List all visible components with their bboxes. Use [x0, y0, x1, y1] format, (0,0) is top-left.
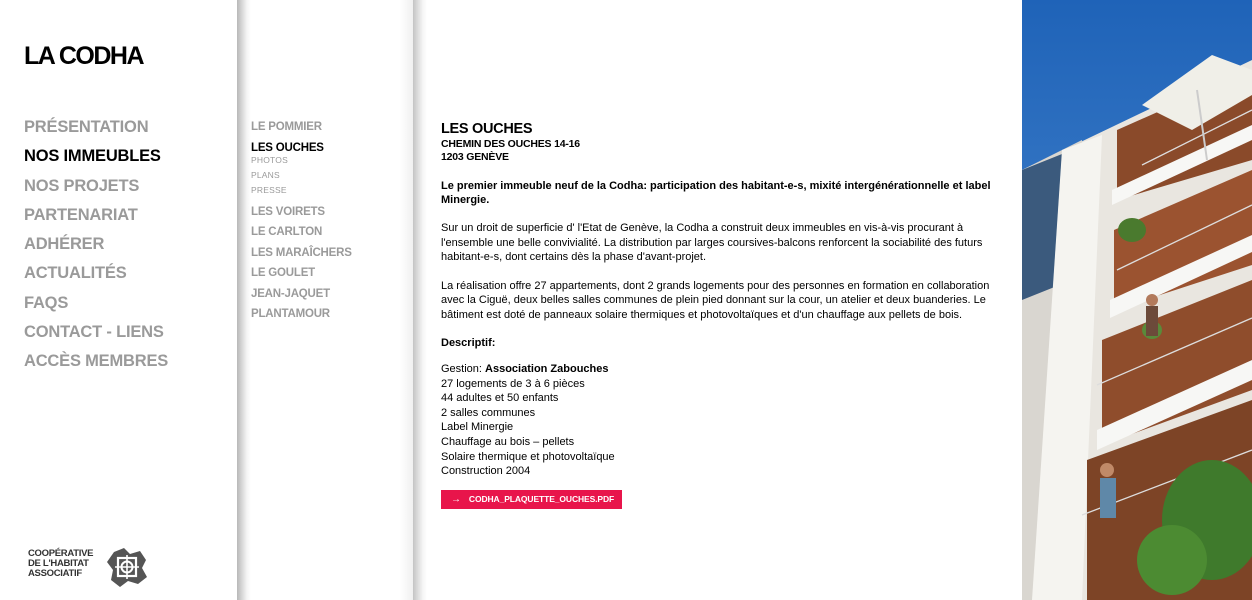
main-nav-partenariat[interactable]: PARTENARIAT — [24, 205, 138, 224]
building-photo-image — [1022, 0, 1252, 600]
building-nav-plantamour[interactable]: PLANTAMOUR — [251, 308, 330, 320]
gestion-line — [441, 362, 996, 377]
list-item: Label Minergie — [441, 421, 514, 434]
list-item: 2 salles communes — [441, 406, 536, 419]
main-nav-nos-projets[interactable]: NOS PROJETS — [24, 176, 140, 195]
building-subnav-plans[interactable]: PLANS — [251, 169, 280, 180]
column-shadow — [400, 0, 413, 600]
description-paragraph: Sur un droit de superficie d' l'Etat de Genève, la Codha a construit deux immeubles en vis-à-vis procurant à l'ensemble une belle convivialité. La distribution par larges coursives-balcons renforcent la sociabilité des futurs habitant-e-s, dont certains dès la phase d'avant-projet. — [441, 222, 983, 263]
main-nav — [24, 117, 168, 381]
pdf-download-label: CODHA_PLAQUETTE_OUCHES.PDF — [468, 494, 615, 505]
building-nav-les-maraichers[interactable]: LES MARAÎCHERS — [251, 246, 352, 259]
list-item: 27 logements de 3 à 6 pièces — [441, 377, 585, 390]
building-nav-column — [251, 0, 401, 600]
main-nav-actualites[interactable]: ACTUALITÉS — [24, 264, 127, 283]
main-nav-adherer[interactable]: ADHÉRER — [24, 235, 105, 254]
descriptif-list — [441, 362, 996, 479]
gestion-label: Gestion: — [441, 363, 486, 375]
main-nav-contact-liens[interactable]: CONTACT - LIENS — [24, 323, 164, 342]
building-nav-le-pommier[interactable]: LE POMMIER — [251, 121, 322, 133]
building-subnav-photos[interactable]: PHOTOS — [251, 154, 288, 165]
left-column — [0, 0, 237, 600]
cooperative-emblem-icon — [106, 546, 148, 588]
list-item: Solaire thermique et photovoltaïque — [441, 450, 615, 463]
pdf-download-button[interactable] — [441, 490, 622, 509]
building-nav-jean-jaquet[interactable]: JEAN-JAQUET — [251, 287, 330, 300]
column-shadow — [413, 0, 427, 600]
main-nav-nos-immeubles[interactable]: NOS IMMEUBLES — [24, 147, 161, 166]
building-nav-le-carlton[interactable]: LE CARLTON — [251, 226, 323, 238]
building-photo — [1022, 0, 1252, 600]
column-shadow — [237, 0, 251, 600]
main-nav-presentation[interactable]: PRÉSENTATION — [24, 118, 149, 136]
list-item: 44 adultes et 50 enfants — [441, 392, 559, 405]
address-street: CHEMIN DES OUCHES 14-16 — [441, 138, 580, 150]
descriptif-heading: Descriptif: — [441, 337, 496, 349]
page-title: LES OUCHES — [441, 121, 533, 137]
intro-text: Le premier immeuble neuf de la Codha: participation des habitant-e-s, mixité intergénérationnelle et label Minergie. — [441, 180, 991, 206]
gestion-value: Association Zabouches — [485, 363, 609, 375]
arrow-right-icon: → — [451, 493, 461, 505]
cooperative-footer — [28, 546, 158, 590]
main-nav-acces-membres[interactable]: ACCÈS MEMBRES — [24, 352, 169, 371]
address-city: 1203 GENÈVE — [441, 151, 509, 163]
list-item: Chauffage au bois – pellets — [441, 435, 575, 448]
building-nav — [251, 120, 352, 328]
description-paragraph: La réalisation offre 27 appartements, dont 2 grands logements pour des personnes en formation en collaboration avec la Ciguë, deux belles salles communes de plein pied donnant sur la cour, un atelier et deux buanderies. Le bâtiment est doté de panneaux solaire thermiques et photovoltaïques et d'un chauffage aux pellets de bois. — [441, 279, 990, 321]
cooperative-name: COOPÉRATIVE DE L'HABITAT ASSOCIATIF — [28, 548, 94, 579]
site-logo[interactable]: LA CODHA — [24, 42, 144, 70]
building-detail — [441, 120, 996, 509]
list-item: Construction 2004 — [441, 465, 531, 478]
building-nav-le-goulet[interactable]: LE GOULET — [251, 267, 316, 279]
building-nav-les-voirets[interactable]: LES VOIRETS — [251, 205, 325, 218]
building-subnav-presse[interactable]: PRESSE — [251, 184, 287, 195]
building-nav-les-ouches[interactable]: LES OUCHES — [251, 141, 324, 154]
main-nav-faqs[interactable]: FAQS — [24, 293, 69, 312]
